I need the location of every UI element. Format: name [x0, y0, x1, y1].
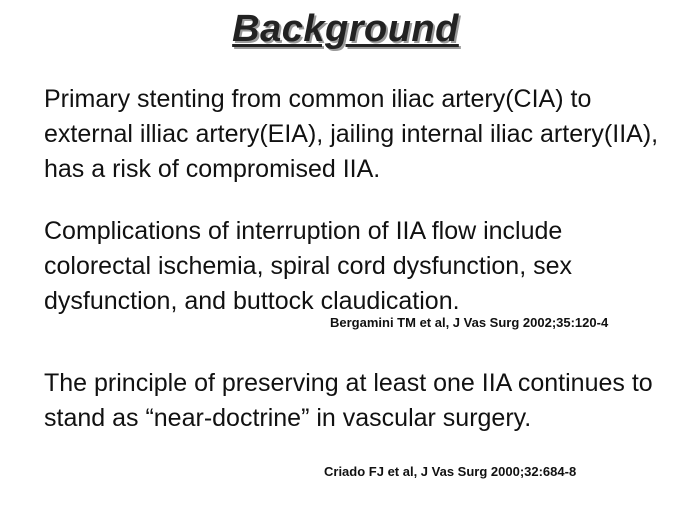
citation-bergamini: Bergamini TM et al, J Vas Surg 2002;35:120-4: [330, 315, 609, 330]
paragraph-stenting-risk: Primary stenting from common iliac artery(CIA) to external illiac artery(EIA), jailing internal iliac artery(IIA), has a risk of compromised IIA.: [44, 85, 659, 183]
slide-title: Background: [232, 8, 459, 50]
paragraph-complications: Complications of interruption of IIA flow include colorectal ischemia, spiral cord dysfunction, sex dysfunction, and buttock claudication.: [44, 217, 573, 315]
paragraph-principle: The principle of preserving at least one IIA continues to stand as “near-doctrine” in vascular surgery.: [44, 369, 653, 432]
citation-criado: Criado FJ et al, J Vas Surg 2000;32:684-8: [324, 464, 577, 479]
